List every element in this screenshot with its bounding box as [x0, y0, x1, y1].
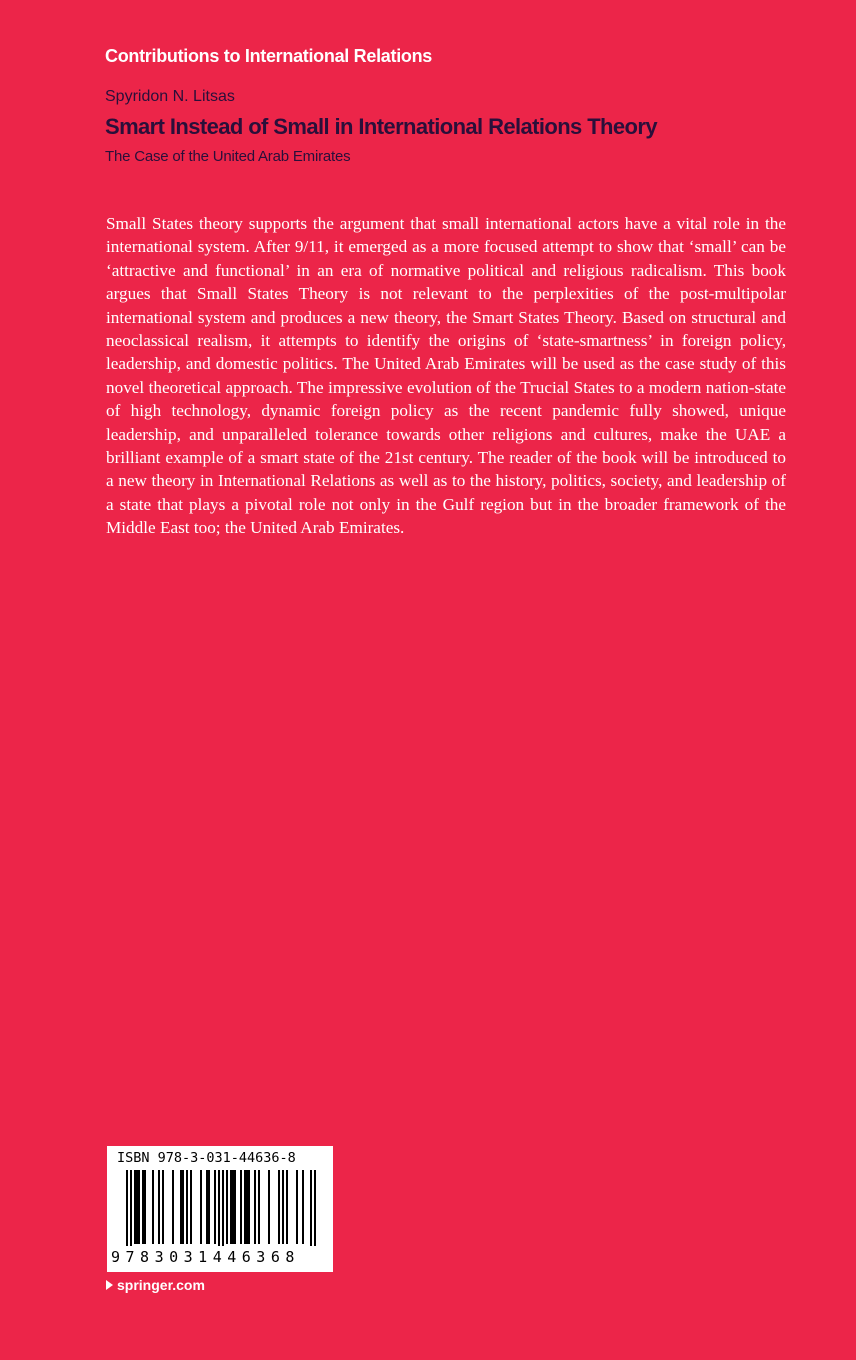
barcode-digits: 9783031446368: [111, 1248, 300, 1266]
barcode-bar: [206, 1170, 208, 1244]
barcode-bar: [310, 1170, 312, 1246]
barcode-bar: [218, 1170, 220, 1246]
barcode-bar: [180, 1170, 182, 1244]
barcode-bar: [230, 1170, 232, 1244]
barcode-bar: [254, 1170, 256, 1244]
barcode-bar: [258, 1170, 260, 1244]
isbn-barcode: [107, 1146, 333, 1272]
barcode-bar: [286, 1170, 288, 1244]
barcode-bar: [172, 1170, 174, 1244]
barcode-bar: [244, 1170, 246, 1244]
barcode-bar: [186, 1170, 188, 1244]
website-label: springer.com: [117, 1277, 205, 1293]
series-name: Contributions to International Relations: [105, 46, 432, 66]
barcode-bar: [182, 1170, 184, 1244]
barcode-bar: [144, 1170, 146, 1244]
barcode-bar: [226, 1170, 228, 1244]
barcode-bar: [152, 1170, 154, 1244]
barcode-bar: [240, 1170, 242, 1244]
barcode-bar: [214, 1170, 216, 1244]
publisher-website[interactable]: [106, 1277, 205, 1293]
barcode-bar: [222, 1170, 224, 1246]
barcode-bar: [282, 1170, 284, 1244]
barcode-bar: [246, 1170, 248, 1244]
barcode-bar: [200, 1170, 202, 1244]
barcode-bar: [208, 1170, 210, 1244]
barcode-bar: [134, 1170, 136, 1244]
barcode-bars: [117, 1170, 323, 1246]
book-title: Smart Instead of Small in International Relations Theory: [105, 114, 657, 139]
arrow-right-icon: [106, 1280, 113, 1290]
barcode-bar: [190, 1170, 192, 1244]
barcode-bar: [232, 1170, 234, 1244]
barcode-bar: [302, 1170, 304, 1244]
barcode-bar: [314, 1170, 316, 1246]
barcode-bar: [138, 1170, 140, 1244]
barcode-bar: [162, 1170, 164, 1244]
barcode-bar: [234, 1170, 236, 1244]
barcode-bar: [126, 1170, 128, 1246]
author-name: Spyridon N. Litsas: [105, 88, 235, 105]
barcode-bar: [136, 1170, 138, 1244]
barcode-bar: [278, 1170, 280, 1244]
barcode-bar: [130, 1170, 132, 1246]
isbn-label: ISBN 978-3-031-44636-8: [117, 1150, 296, 1166]
barcode-bar: [296, 1170, 298, 1244]
book-subtitle: The Case of the United Arab Emirates: [105, 148, 351, 165]
book-description: Small States theory supports the argument that small international actors have a vital role in the international system. After 9/11, it emerged as a more focused attempt to show that ‘small’ can be ‘attractive and functional’ in an era of normative political and religious radicalism. This book argues that Small States Theory is not relevant to the perplexities of the post-multipolar international system and produces a new theory, the Smart States Theory. Based on structural and neoclassical realism, it attempts to identify the origins of ‘state-smartness’ in foreign policy, leadership, and domestic politics. The United Arab Emirates will be used as the case study of this novel theoretical approach. The impressive evolution of the Trucial States to a modern nation-state of high technology, dynamic foreign policy as the recent pandemic fully showed, unique leadership, and unparalleled tolerance towards other religions and cultures, make the UAE a brilliant example of a smart state of the 21st century. The reader of the book will be introduced to a new theory in International Relations as well as to the history, politics, society, and leadership of a state that plays a pivotal role not only in the Gulf region but in the broader framework of the Middle East too; the United Arab Emirates.: [106, 214, 786, 538]
barcode-bar: [248, 1170, 250, 1244]
barcode-bar: [268, 1170, 270, 1244]
barcode-bar: [158, 1170, 160, 1244]
barcode-bar: [142, 1170, 144, 1244]
